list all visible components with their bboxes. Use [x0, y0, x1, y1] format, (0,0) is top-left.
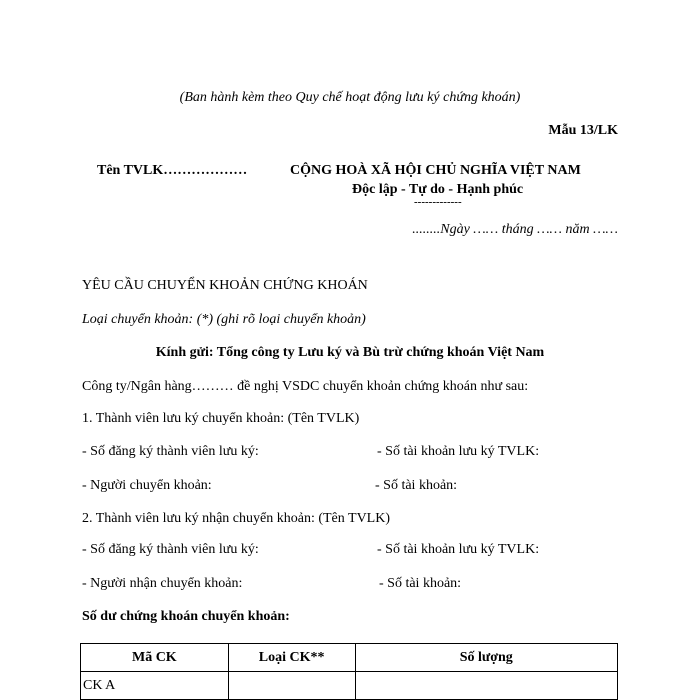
- national-motto: Độc lập - Tự do - Hạnh phúc: [352, 182, 524, 197]
- sender-reg-no: - Số đăng ký thành viên lưu ký:: [82, 444, 259, 459]
- sender-person: - Người chuyển khoản:: [82, 478, 212, 493]
- cell-quantity[interactable]: [355, 672, 618, 700]
- document-title: YÊU CẦU CHUYỂN KHOẢN CHỨNG KHOÁN: [82, 278, 368, 293]
- motto-underline: -------------: [414, 196, 462, 208]
- transfer-type: Loại chuyển khoản: (*) (ghi rõ loại chuyển khoản): [82, 312, 366, 327]
- national-title: CỘNG HOÀ XÃ HỘI CHỦ NGHĨA VIỆT NAM: [290, 163, 581, 178]
- receiver-reg-no: - Số đăng ký thành viên lưu ký:: [82, 542, 259, 557]
- table-header-row: [81, 644, 618, 672]
- receiver-heading: 2. Thành viên lưu ký nhận chuyển khoản: (Tên TVLK): [82, 511, 390, 526]
- balance-heading: Số dư chứng khoán chuyển khoản:: [82, 609, 290, 624]
- cell-type[interactable]: [228, 672, 355, 700]
- receiver-person: - Người nhận chuyển khoản:: [82, 576, 243, 591]
- sender-account: - Số tài khoản:: [375, 478, 458, 493]
- tvlk-name: Tên TVLK………………: [97, 163, 248, 178]
- securities-table: [80, 643, 618, 700]
- column-header-type: Loại CK**: [228, 644, 355, 672]
- addressee: Kính gửi: Tổng công ty Lưu ký và Bù trừ chứng khoán Việt Nam: [155, 345, 545, 360]
- date-line: ........Ngày …… tháng …… năm ……: [412, 222, 618, 237]
- receiver-account-tvlk: - Số tài khoản lưu ký TVLK:: [377, 542, 540, 557]
- column-header-code: Mã CK: [81, 644, 229, 672]
- table-row: [81, 672, 618, 700]
- sender-heading: 1. Thành viên lưu ký chuyển khoản: (Tên TVLK): [82, 411, 360, 426]
- request-line: Công ty/Ngân hàng……… đề nghị VSDC chuyển khoản chứng khoán như sau:: [82, 379, 529, 394]
- cell-code[interactable]: CK A: [81, 672, 229, 700]
- form-code: Mẫu 13/LK: [548, 123, 618, 138]
- header-note: (Ban hành kèm theo Quy chế hoạt động lưu ký chứng khoán): [179, 90, 521, 105]
- column-header-quantity: Số lượng: [355, 644, 618, 672]
- sender-account-tvlk: - Số tài khoản lưu ký TVLK:: [377, 444, 540, 459]
- receiver-account: - Số tài khoản:: [379, 576, 462, 591]
